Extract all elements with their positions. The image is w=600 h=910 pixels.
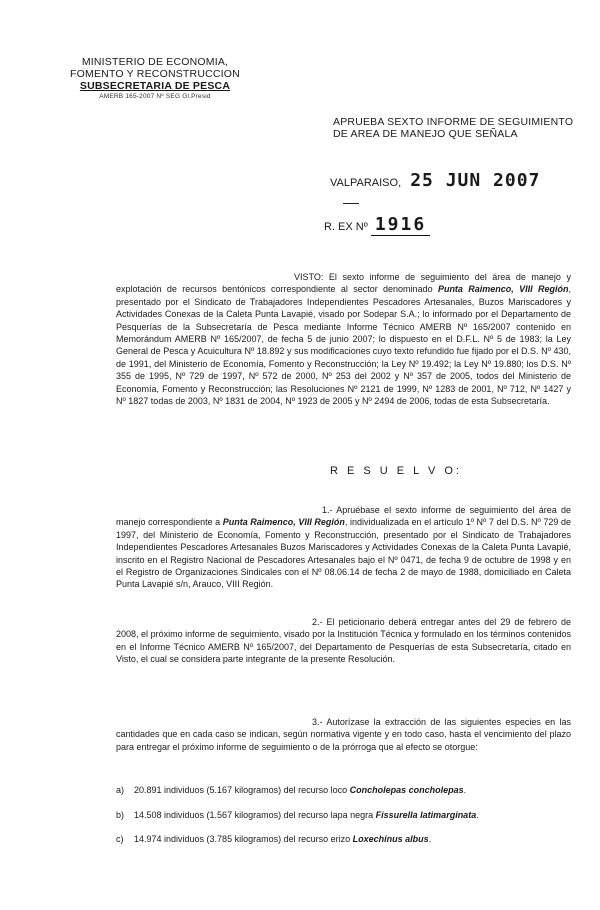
- visto-text-2: , presentado por el Sindicato de Trabajadores Independientes Pescadores Artesanales, Buzos Mariscadores y Actividades Conexas de la Caleta Punta Lavapié, visado por Sodepar S.A.; lo informado por el Departamento de Pesquerías de la Subsecretaría de Pesca mediante Informe Técnico AMERB Nº 165/2007 contenido en Memorándum AMERB Nº 165/2007, de fecha 5 de junio 2007; lo dispuesto en el D.F.L. Nº 5 de 1983; la Ley General de Pesca y Acuicultura Nº 18.892 y sus modificaciones cuyo texto refundido fue fijado por el D.S. Nº 430, de 1991, del Ministerio de Economía, Fomento y Reconstrucción; la Ley Nº 19.492; la Ley Nº 19.880; los D.S. Nº 355 de 1995, Nº 729 de 1997, Nº 572 de 2000, Nº 253 del 2002 y Nº 357 de 2005, todos del Ministerio de Economía, Fomento y Reconstrucción; las Resoluciones Nº 2121 de 1999, Nº 1283 de 2001, Nº 712, Nº 1427 y Nº 1827 todas de 2003, Nº 1831 de 2004, Nº 1923 de 2005 y Nº 2494 de 2006, todas de esta Subsecretaría.: [116, 284, 571, 407]
- item-letter: c): [116, 834, 124, 844]
- item-species: Loxechinus albus: [352, 834, 429, 844]
- item-text: 14.508 individuos (1.567 kilogramos) del recurso lapa negra: [134, 810, 376, 820]
- point-3-paragraph: 3.- Autorízase la extracción de las siguientes especies en las cantidades que en cada caso se indican, según normativa vigente y en todo caso, hasta el vencimiento del plazo para entregar el próximo informe de seguimiento o de la prórroga que al efecto se otorgue:: [116, 717, 571, 752]
- list-item: [116, 833, 571, 845]
- item-end: .: [428, 834, 432, 844]
- subject-line-2: DE AREA DE MANEJO QUE SEÑALA: [333, 128, 518, 140]
- header-line-subsecretaria: SUBSECRETARIA DE PESCA: [79, 80, 231, 92]
- date-stamp: 25 JUN 2007: [410, 170, 541, 191]
- resolution-prefix: R. EX Nº: [324, 221, 368, 233]
- document-subject: [333, 116, 583, 140]
- dateline: [330, 170, 540, 191]
- subject-line-1: APRUEBA SEXTO INFORME DE SEGUIMIENTO: [333, 116, 574, 128]
- item-end: .: [463, 785, 467, 795]
- ministry-header: [60, 56, 250, 101]
- visto-place: Punta Raimenco, VIII Región: [437, 284, 569, 295]
- dateline-city: VALPARAISO,: [330, 177, 402, 189]
- point-1-place: Punta Raimenco, VIII Región: [222, 517, 345, 528]
- point-1-text-a: 1.- Apruébase el sexto informe de seguimiento del área de manejo correspondiente a: [116, 505, 571, 528]
- resolution-number: [324, 214, 430, 235]
- item-species: Fissurella latimarginata: [375, 810, 477, 820]
- list-item: [116, 784, 571, 796]
- resolution-number-stamp: 1916: [371, 214, 430, 236]
- item-text: 20.891 individuos (5.167 kilogramos) del recurso loco: [134, 785, 350, 795]
- header-line-ministry: MINISTERIO DE ECONOMIA,: [81, 56, 229, 68]
- item-letter: a): [116, 785, 125, 795]
- visto-text-1: VISTO: El sexto informe de seguimiento del área de manejo y explotación de recursos bentónicos correspondiente al sector denominado: [116, 272, 571, 295]
- divider-mark: [343, 203, 359, 204]
- visto-paragraph: [116, 271, 571, 407]
- item-end: .: [476, 810, 479, 820]
- item-text: 14.974 individuos (3.785 kilogramos) del recurso erizo: [134, 834, 353, 844]
- point-1-paragraph: [116, 504, 571, 591]
- resuelvo-heading: R E S U E L V O:: [330, 465, 462, 477]
- item-species: Concholepas concholepas: [349, 785, 464, 795]
- item-letter: b): [116, 810, 125, 820]
- header-reference: AMERB 165-2007 Nº SEG Gl.Presid: [99, 93, 211, 100]
- list-item: [116, 809, 571, 821]
- point-1-text-b: , individualizada en el artículo 1º Nº 7 del D.S. Nº 729 de 1997, del Ministerio de Economía, Fomento y Reconstrucción, presentado por el Sindicato de Trabajadores Independientes Pescadores Artesanales Buzos Mariscadores y Actividades Conexas de la Caleta Punta Lavapié, inscrito en el Registro Nacional de Pescadores Artesanales bajo el Nº 0471, de fecha 9 de octubre de 1998 y en el Registro de Organizaciones Sindicales con el Nº 08.06.14 de fecha 2 de mayo de 1988, domiciliado en Caleta Punta Lavapié s/n, Arauco, VIII Región.: [116, 517, 571, 590]
- point-2-paragraph: 2.- El peticionario deberá entregar antes del 29 de febrero de 2008, el próximo informe de seguimiento, visado por la Institución Técnica y formulado en los términos contenidos en el Informe Técnico AMERB Nº 165/2007, del Departamento de Pesquerías de esta Subsecretaría, citado en Visto, el cual se considera parte integrante de la presente Resolución.: [116, 617, 571, 665]
- header-line-fomento: FOMENTO Y RECONSTRUCCION: [70, 68, 240, 80]
